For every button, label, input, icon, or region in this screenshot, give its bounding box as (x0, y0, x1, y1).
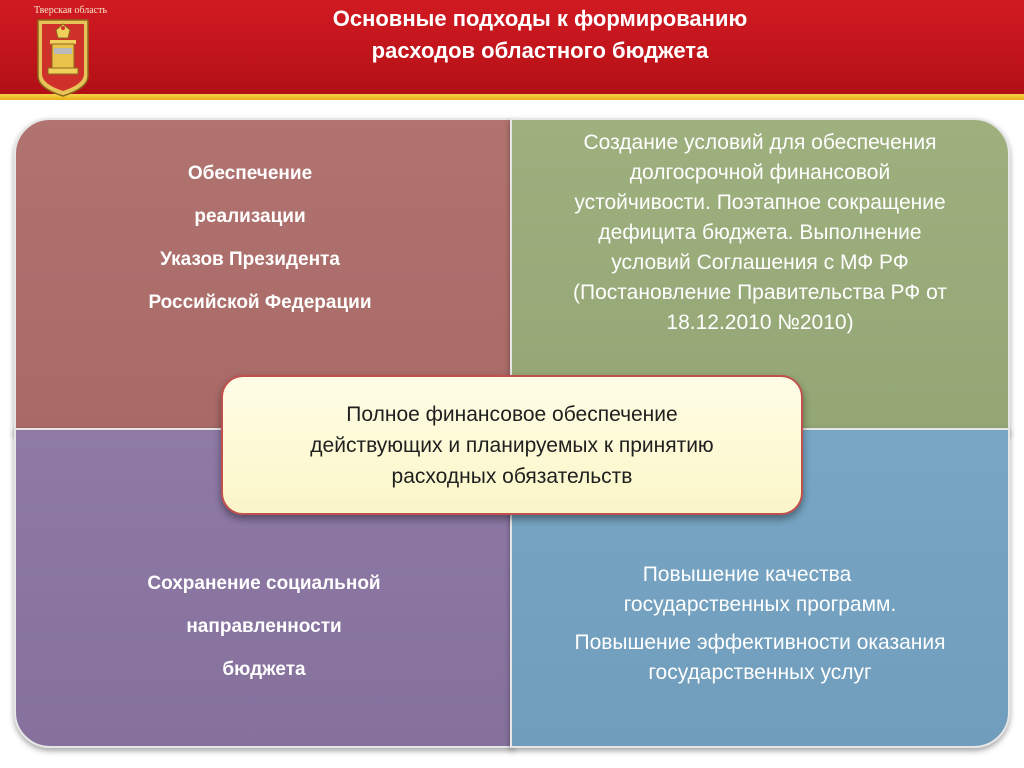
center-text-line: Полное финансовое обеспечение (346, 402, 678, 426)
title-line-1: Основные подходы к формированию (332, 6, 748, 31)
quadrant-text-line: Создание условий для обеспечения (583, 131, 937, 154)
center-text-line: действующих и планируемых к принятию (310, 433, 714, 457)
title-line-2: расходов областного бюджета (371, 38, 709, 63)
quadrant-text-line: направленности (186, 616, 342, 637)
quadrant-text-line: 18.12.2010 №2010) (666, 311, 854, 334)
quadrant-text-line: бюджета (222, 659, 306, 680)
quadrant-text-line: Указов Президента (160, 249, 340, 270)
quadrant-text-line: Повышение эффективности оказания (574, 631, 946, 654)
header-stripe (0, 94, 1024, 100)
tver-coat-of-arms-icon (36, 18, 90, 98)
page-title (250, 3, 830, 67)
quadrant-text-line: Российской Федерации (148, 292, 372, 313)
center-text-line: расходных обязательств (391, 464, 633, 488)
quadrant-text-line: государственных услуг (648, 661, 872, 684)
region-name: Тверская область (34, 5, 108, 16)
quadrant-text-line: Повышение качества (642, 563, 852, 586)
quadrant-text-line: государственных программ. (623, 593, 897, 616)
quadrant-text-line: Сохранение социальной (147, 573, 381, 594)
quadrant-text-line: дефицита бюджета. Выполнение (598, 221, 922, 244)
central-goal-box (221, 375, 803, 515)
quadrant-text-line: долгосрочной финансовой (629, 161, 891, 184)
quadrant-text-line: (Постановление Правительства РФ от (573, 281, 947, 304)
quadrant-text-line: устойчивости. Поэтапное сокращение (574, 191, 946, 214)
quadrant-text-line: Обеспечение (187, 163, 313, 184)
quadrant-text-line: условий Соглашения с МФ РФ (611, 251, 909, 274)
quadrant-text-line: реализации (194, 206, 306, 227)
